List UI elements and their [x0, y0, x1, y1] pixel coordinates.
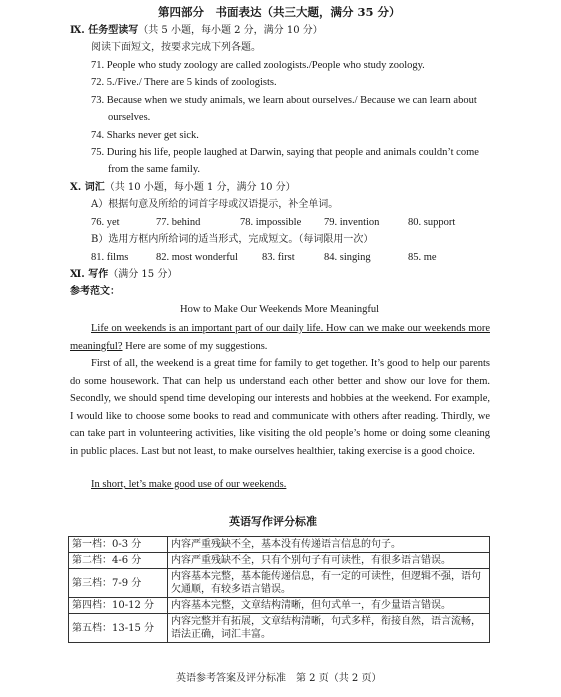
section-10-note: （共 10 小题，每小题 1 分，满分 10 分）	[104, 182, 296, 193]
rubric-row	[69, 569, 490, 598]
section-10-heading	[70, 181, 296, 194]
rubric-level: 第五档：13-15 分	[69, 614, 168, 643]
section-9-title: Ⅸ. 任务型读写	[70, 25, 139, 36]
essay-intro-underlined: Life on weekends is an important part of our daily life. How can we make our weekends more meaningful?	[70, 323, 490, 352]
answer-73: 73. Because when we study animals, we learn about ourselves./ Because we can learn about	[91, 95, 477, 106]
answer-75-cont: from the same family.	[108, 164, 201, 175]
rubric-description: 内容基本完整，基本能传递信息，有一定的可读性，但逻辑不强，语句欠通顺，有较多语言错误。	[168, 569, 490, 598]
section-11-heading	[70, 268, 177, 281]
section-11-title: Ⅺ. 写作	[70, 269, 109, 280]
answer-71: 71. People who study zoology are called zoologists./People who study zoology.	[91, 60, 425, 71]
vocab-79: 79. invention	[324, 217, 380, 228]
section-10-part-a: A）根据句意及所给的词首字母或汉语提示，补全单词。	[91, 199, 339, 210]
essay-title: How to Make Our Weekends More Meaningful	[180, 304, 379, 315]
vocab-77: 77. behind	[156, 217, 201, 228]
rubric-title: 英语写作评分标准	[229, 515, 317, 528]
rubric-level: 第三档：7-9 分	[69, 569, 168, 598]
essay-paragraph-2: First of all, the weekend is a great time for family to get together. It’s good to help our parents do some housework. That can help us understand each other better and show our love for them. Secondly, we should spend time developing our interests and hobbies at the weekend. For example, I would like to choose some books to read and communicate with others after reading. Thirdly, we can take part in volunteering activities, like visiting the old people’s home or doing some cleaning in public places. Last but not least, to make ourselves healthier, taking exercise is a good choice.	[70, 358, 490, 457]
section-9-heading	[70, 24, 323, 37]
section-10-title: Ⅹ. 词汇	[70, 182, 105, 193]
essay-paragraph-1	[70, 320, 490, 355]
rubric-row	[69, 537, 490, 553]
sample-essay-label: 参考范文：	[70, 286, 120, 297]
vocab-84: 84. singing	[324, 252, 371, 263]
section-10-part-b: B）选用方框内所给词的适当形式，完成短文。（每词限用一次）	[91, 234, 374, 245]
section-9-note: （共 5 小题，每小题 2 分，满分 10 分）	[138, 25, 323, 36]
rubric-row	[69, 614, 490, 643]
vocab-78: 78. impossible	[240, 217, 302, 228]
vocab-82: 82. most wonderful	[156, 252, 238, 263]
part-four-header: 第四部分 书面表达（共三大题，满分 35 分）	[158, 5, 401, 19]
rubric-row	[69, 553, 490, 569]
essay-intro-rest: Here are some of my suggestions.	[122, 340, 268, 352]
section-9-instruction: 阅读下面短文，按要求完成下列各题。	[91, 42, 261, 53]
section-11-note: （满分 15 分）	[108, 269, 178, 280]
rubric-level: 第二档：4-6 分	[69, 553, 168, 569]
rubric-description: 内容严重残缺不全，基本没有传递语言信息的句子。	[168, 537, 490, 553]
scoring-rubric-table	[68, 536, 490, 643]
rubric-description: 内容基本完整，文章结构清晰，但句式单一，有少量语言错误。	[168, 598, 490, 614]
rubric-description: 内容完整并有拓展，文章结构清晰，句式多样，衔接自然，语言流畅，语法正确，词汇丰富。	[168, 614, 490, 643]
vocab-83: 83. first	[262, 252, 295, 263]
vocab-81: 81. films	[91, 252, 129, 263]
answer-74: 74. Sharks never get sick.	[91, 130, 199, 141]
rubric-level: 第一档：0-3 分	[69, 537, 168, 553]
vocab-80: 80. support	[408, 217, 456, 228]
answer-72: 72. 5./Five./ There are 5 kinds of zoologists.	[91, 77, 277, 88]
answer-75: 75. During his life, people laughed at Darwin, saying that people and animals couldn’t come	[91, 147, 479, 158]
vocab-85: 85. me	[408, 252, 437, 263]
page-footer: 英语参考答案及评分标准 第 2 页（共 2 页）	[176, 673, 382, 684]
rubric-description: 内容严重残缺不全，只有个别句子有可读性，有很多语言错误。	[168, 553, 490, 569]
vocab-76: 76. yet	[91, 217, 120, 228]
answer-73-cont: ourselves.	[108, 112, 151, 123]
rubric-row	[69, 598, 490, 614]
rubric-level: 第四档：10-12 分	[69, 598, 168, 614]
essay-paragraph-3: In short, let’s make good use of our weekends.	[91, 479, 287, 490]
